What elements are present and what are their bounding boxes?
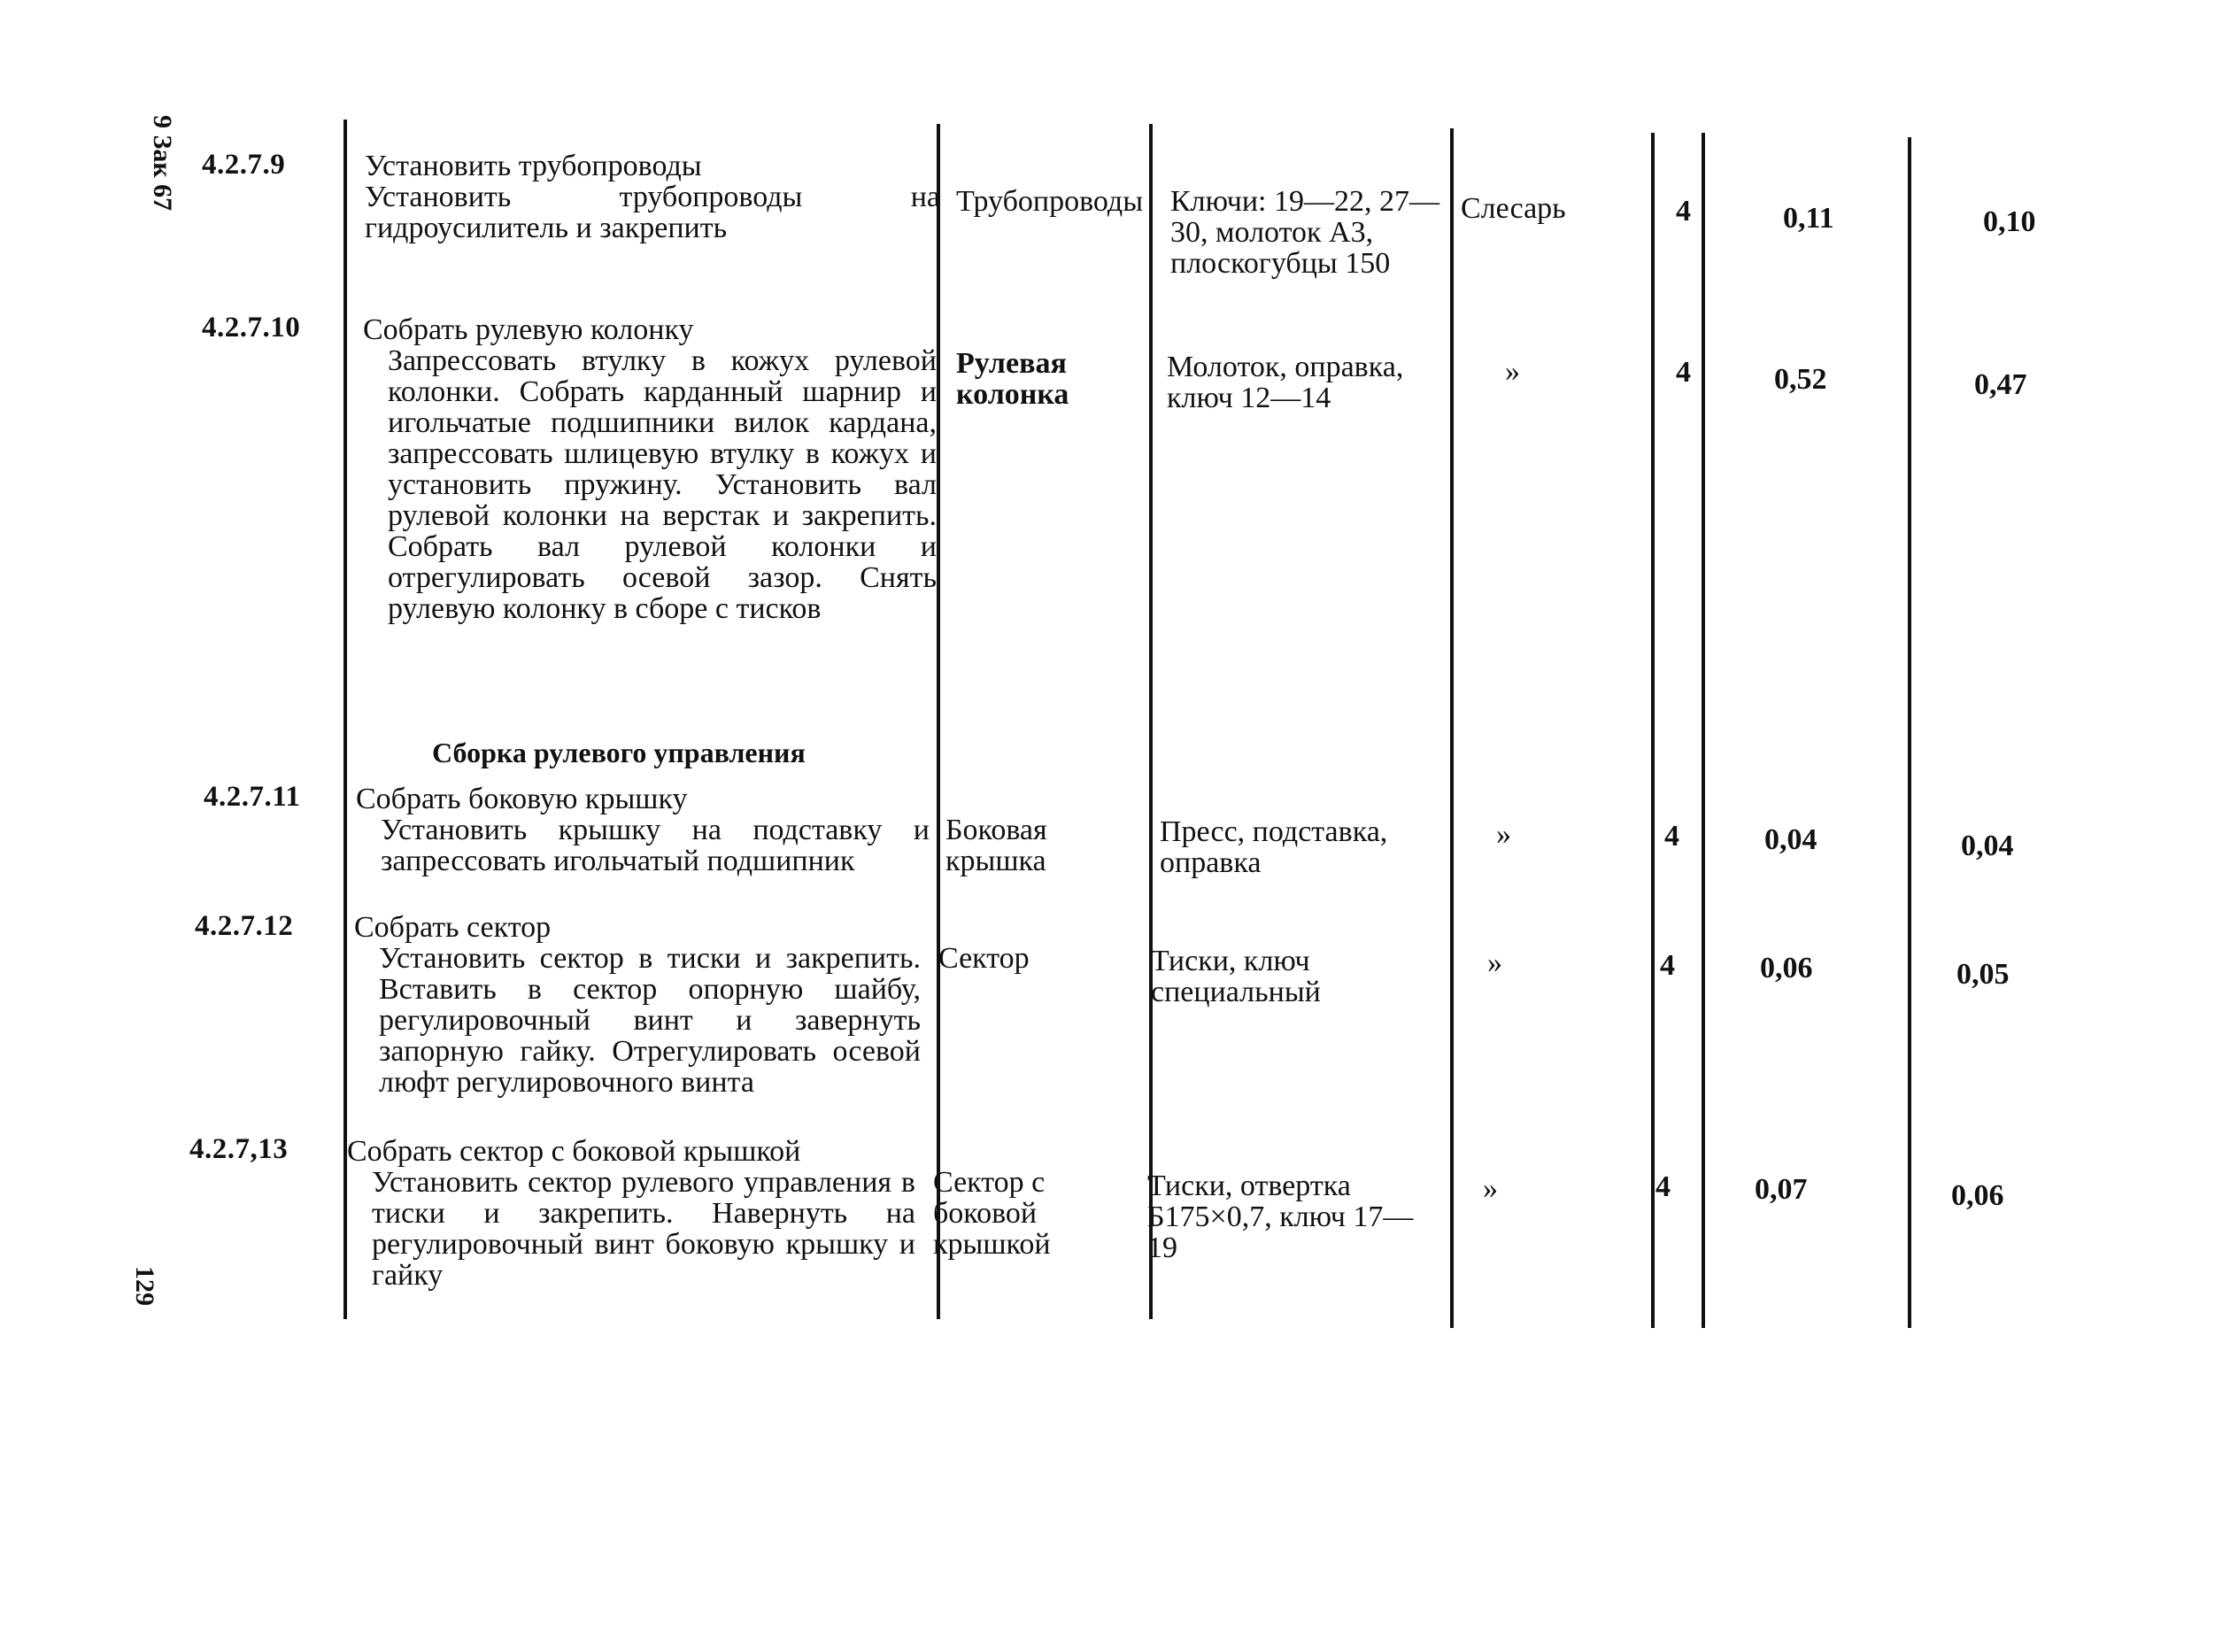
part-cell: Боковая крышка bbox=[945, 814, 1047, 877]
table-rule-7 bbox=[1908, 137, 1911, 1328]
part-cell: Трубопроводы bbox=[956, 185, 1144, 218]
operation-title: Собрать боковую крышку bbox=[356, 783, 688, 815]
tools-cell: Тиски, отвертка Б175×0,7, ключ 17—19 bbox=[1147, 1170, 1414, 1264]
section-heading: Сборка рулевого управления bbox=[432, 737, 806, 768]
norm-time-1: 0,07 bbox=[1755, 1173, 1808, 1206]
operation-title: Установить трубопроводы bbox=[365, 150, 702, 182]
part-cell: Сектор с боковой крышкой bbox=[933, 1166, 1051, 1261]
tools-cell: Молоток, оправка, ключ 12—14 bbox=[1167, 351, 1404, 414]
operation-title: Собрать сектор с боковой крышкой bbox=[347, 1135, 801, 1168]
operation-text: Установить сектор в тиски и закрепить. Вставить в сектор опорную шайбу, регулировочный винт и завернуть запорную гайку. Отрегулировать осевой люфт регулировочного винта bbox=[379, 942, 921, 1099]
row-number: 4.2.7.10 bbox=[202, 312, 301, 344]
grade-cell: 4 bbox=[1664, 820, 1679, 853]
profession-cell: » bbox=[1487, 946, 1502, 979]
operation-cell bbox=[354, 912, 921, 1098]
side-order-mark: 9 Зак 67 bbox=[148, 115, 177, 212]
operation-title: Собрать рулевую колонку bbox=[363, 313, 694, 346]
table-rule-5 bbox=[1651, 133, 1655, 1328]
norm-time-1: 0,11 bbox=[1783, 202, 1834, 235]
operation-cell bbox=[365, 151, 940, 243]
tools-cell: Ключи: 19—22, 27—30, молоток А3, плоскогубцы 150 bbox=[1170, 185, 1439, 280]
norm-time-2: 0,04 bbox=[1961, 830, 2014, 862]
norm-time-2: 0,47 bbox=[1974, 368, 2027, 401]
norm-time-2: 0,10 bbox=[1983, 205, 2036, 238]
profession-cell: » bbox=[1505, 355, 1520, 388]
table-rule-4 bbox=[1450, 128, 1454, 1328]
profession-cell: » bbox=[1483, 1172, 1498, 1205]
operation-cell bbox=[347, 1136, 915, 1291]
page-number: 129 bbox=[130, 1266, 159, 1306]
profession-cell: Слесарь bbox=[1461, 192, 1566, 225]
row-number: 4.2.7.12 bbox=[195, 910, 294, 942]
operation-title: Собрать сектор bbox=[354, 911, 552, 944]
table-rule-3 bbox=[1149, 124, 1153, 1319]
operation-text: Запрессовать втулку в кожух рулевой колонки. Собрать карданный шарнир и игольчатые подшипники вилок кардана, запрессовать шлицевую втулку в кожух и установить пружину. Установить вал рулевой колонки на верстак и закрепить. Собрать вал рулевой колонки и отрегулировать осевой зазор. Снять рулевую колонку в сборе с тисков bbox=[388, 344, 937, 625]
operation-cell bbox=[363, 314, 937, 624]
table-rule-2 bbox=[937, 124, 940, 1319]
norm-time-1: 0,06 bbox=[1760, 952, 1813, 984]
row-number: 4.2.7,13 bbox=[189, 1133, 289, 1165]
part-cell: Сектор bbox=[938, 942, 1030, 975]
norm-time-2: 0,05 bbox=[1956, 958, 2010, 991]
norm-time-1: 0,04 bbox=[1764, 823, 1817, 856]
grade-cell: 4 bbox=[1676, 356, 1691, 389]
row-number: 4.2.7.11 bbox=[204, 781, 301, 813]
operation-text: Установить крышку на подставку и запрессовать игольчатый подшипник bbox=[381, 814, 930, 877]
norm-time-2: 0,06 bbox=[1951, 1179, 2004, 1212]
part-cell: Рулевая колонка bbox=[956, 347, 1069, 411]
tools-cell: Тиски, ключ специальный bbox=[1151, 945, 1321, 1008]
operation-text: Установить трубопроводы на гидроусилитель и закрепить bbox=[365, 181, 940, 244]
operation-cell bbox=[356, 784, 930, 876]
grade-cell: 4 bbox=[1655, 1170, 1671, 1203]
table-rule-6 bbox=[1702, 133, 1705, 1328]
grade-cell: 4 bbox=[1676, 195, 1691, 228]
tools-cell: Пресс, подставка, оправка bbox=[1160, 815, 1388, 879]
norm-time-1: 0,52 bbox=[1774, 363, 1827, 396]
profession-cell: » bbox=[1496, 818, 1511, 851]
operation-text: Установить сектор рулевого управления в тиски и закрепить. Навернуть на регулировочный винт боковую крышку и гайку bbox=[372, 1166, 915, 1292]
grade-cell: 4 bbox=[1660, 949, 1675, 982]
row-number: 4.2.7.9 bbox=[202, 149, 286, 181]
